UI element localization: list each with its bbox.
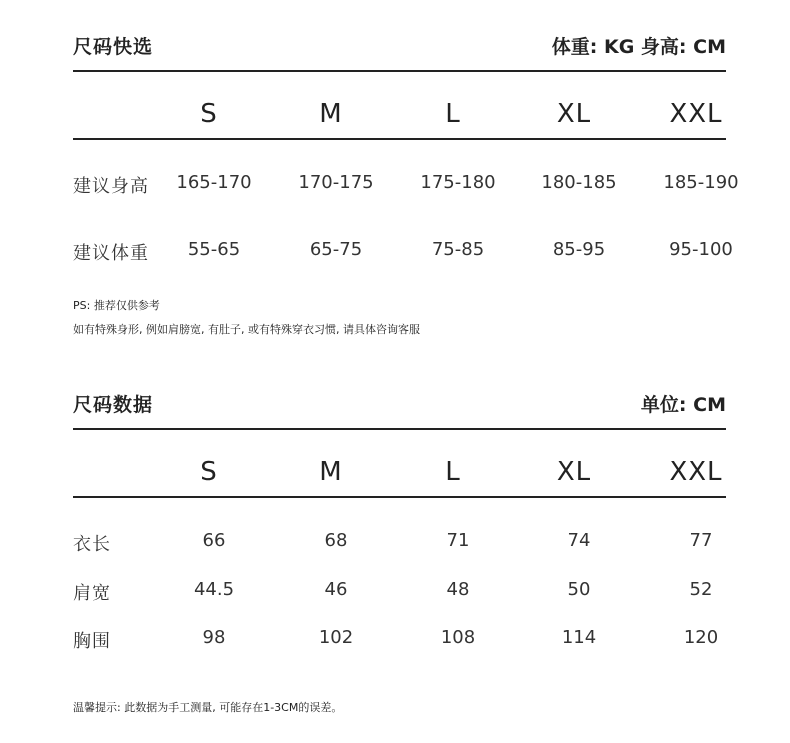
- table-cell: 102: [318, 627, 354, 648]
- quick-size-section: [73, 32, 739, 272]
- table-cell: 77: [689, 530, 713, 551]
- header-divider: [73, 70, 726, 72]
- size-label-l: L: [445, 457, 461, 487]
- table-row: [73, 627, 726, 657]
- table-cell: 55-65: [187, 239, 241, 260]
- size-label-xxl: XXL: [669, 99, 723, 129]
- table-cell: 44.5: [193, 579, 235, 600]
- size-divider: [73, 496, 726, 498]
- table-cell: 175-180: [420, 172, 496, 193]
- table-cell: 52: [689, 579, 713, 600]
- table-row: [73, 530, 726, 560]
- table-cell: 98: [202, 627, 226, 648]
- size-data-title: 尺码数据: [73, 394, 154, 416]
- size-label-m: M: [319, 99, 343, 129]
- size-data-unit: 单位: CM: [640, 394, 726, 416]
- table-cell: 75-85: [431, 239, 485, 260]
- table-cell: 85-95: [552, 239, 606, 260]
- size-header-row: [73, 99, 726, 139]
- row-label: 建议体重: [73, 243, 149, 264]
- table-cell: 185-190: [663, 172, 739, 193]
- row-label: 胸围: [73, 631, 111, 652]
- quick-size-title: 尺码快选: [73, 36, 154, 58]
- table-cell: 46: [324, 579, 348, 600]
- table-cell: 170-175: [298, 172, 374, 193]
- size-label-l: L: [445, 99, 461, 129]
- quick-size-header: [73, 32, 726, 62]
- size-label-m: M: [319, 457, 343, 487]
- size-label-xl: XL: [556, 99, 592, 129]
- size-label-s: S: [200, 99, 218, 129]
- header-divider: [73, 428, 726, 430]
- row-label: 肩宽: [73, 583, 111, 604]
- size-label-xl: XL: [556, 457, 592, 487]
- size-header-row: [73, 457, 726, 497]
- table-row: [73, 239, 733, 269]
- table-cell: 120: [683, 627, 719, 648]
- table-cell: 74: [567, 530, 591, 551]
- size-data-header: [73, 390, 726, 420]
- size-label-xxl: XXL: [669, 457, 723, 487]
- quick-size-unit: 体重: KG 身高: CM: [551, 36, 726, 58]
- measurement-tip: 温馨提示: 此数据为手工测量, 可能存在1-3CM的误差。: [73, 701, 343, 714]
- row-label: 建议身高: [73, 176, 149, 197]
- table-cell: 65-75: [309, 239, 363, 260]
- table-cell: 108: [440, 627, 476, 648]
- table-cell: 95-100: [669, 239, 733, 260]
- row-label: 衣长: [73, 534, 111, 555]
- size-divider: [73, 138, 726, 140]
- table-cell: 180-185: [541, 172, 617, 193]
- table-cell: 165-170: [176, 172, 252, 193]
- table-row: [73, 172, 739, 202]
- table-cell: 48: [446, 579, 470, 600]
- table-cell: 114: [561, 627, 597, 648]
- size-data-section: [73, 390, 726, 660]
- size-label-s: S: [200, 457, 218, 487]
- table-cell: 50: [567, 579, 591, 600]
- table-cell: 71: [446, 530, 470, 551]
- table-cell: 66: [202, 530, 226, 551]
- table-row: [73, 579, 726, 609]
- ps-detail-note: 如有特殊身形, 例如肩膀宽, 有肚子, 或有特殊穿衣习惯, 请具体咨询客服: [73, 323, 420, 336]
- table-cell: 68: [324, 530, 348, 551]
- ps-note: PS: 推荐仅供参考: [73, 299, 160, 312]
